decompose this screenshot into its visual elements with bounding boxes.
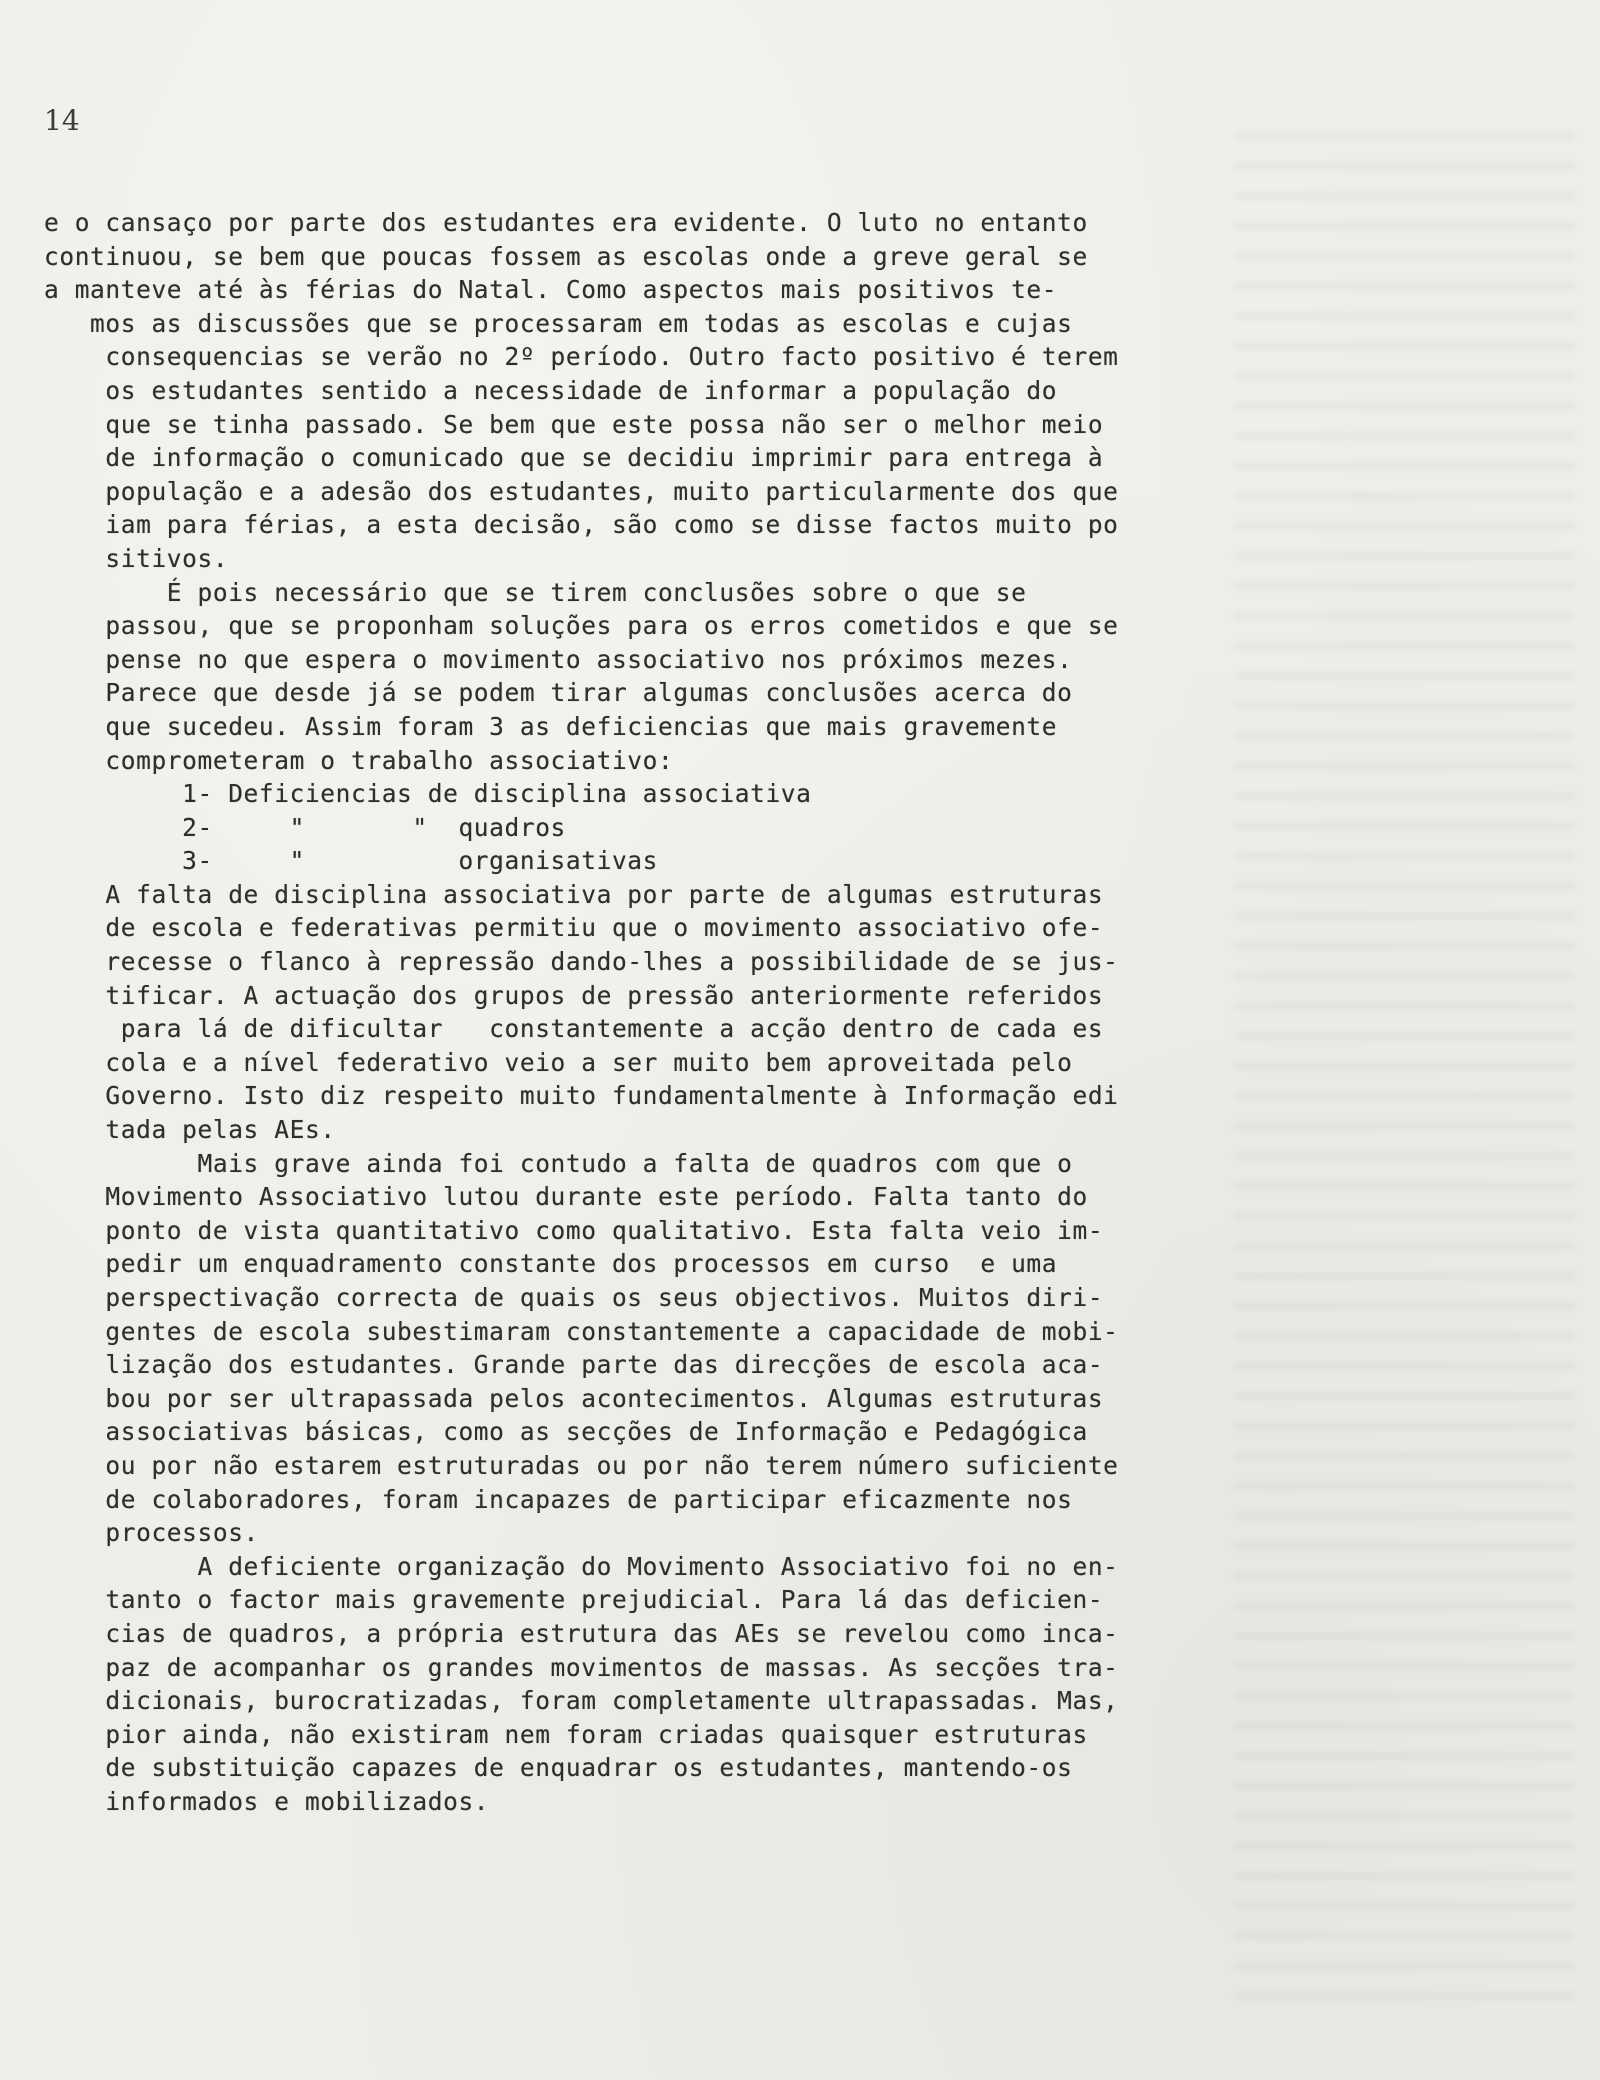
text-line: comprometeram o trabalho associativo:: [44, 745, 674, 775]
text-line: Governo. Isto diz respeito muito fundamentalmente à Informação edi: [44, 1081, 1119, 1111]
text-line: dicionais, burocratizadas, foram completamente ultrapassadas. Mas,: [44, 1686, 1119, 1716]
text-line: de colaboradores, foram incapazes de participar eficazmente nos: [44, 1484, 1073, 1514]
text-line: paz de acompanhar os grandes movimentos de massas. As secções tra-: [44, 1652, 1119, 1682]
text-line: de escola e federativas permitiu que o movimento associativo ofe-: [44, 913, 1104, 943]
text-line: É pois necessário que se tirem conclusões sobre o que se: [44, 577, 1027, 607]
text-line: tada pelas AEs.: [44, 1115, 336, 1145]
text-line: lização dos estudantes. Grande parte das direcções de escola aca-: [44, 1350, 1104, 1380]
text-line: Mais grave ainda foi contudo a falta de quadros com que o: [44, 1148, 1073, 1178]
text-line: continuou, se bem que poucas fossem as escolas onde a greve geral se: [44, 241, 1088, 271]
text-line: iam para férias, a esta decisão, são como se disse factos muito po: [44, 510, 1119, 540]
text-line: A falta de disciplina associativa por parte de algumas estruturas: [44, 879, 1104, 909]
text-line: mos as discussões que se processaram em todas as escolas e cujas: [44, 308, 1073, 338]
text-line: 2- " " quadros: [44, 812, 566, 842]
text-line: A deficiente organização do Movimento Associativo foi no en-: [44, 1551, 1119, 1581]
text-line: que sucedeu. Assim foram 3 as deficiencias que mais gravemente: [44, 711, 1058, 741]
text-line: 3- " organisativas: [44, 846, 659, 876]
text-line: bou por ser ultrapassada pelos acontecimentos. Algumas estruturas: [44, 1383, 1104, 1413]
text-line: tanto o factor mais gravemente prejudicial. Para lá das deficien-: [44, 1585, 1104, 1615]
text-line: população e a adesão dos estudantes, muito particularmente dos que: [44, 476, 1119, 506]
text-line: pense no que espera o movimento associativo nos próximos mezes.: [44, 644, 1073, 674]
text-line: de informação o comunicado que se decidiu imprimir para entrega à: [44, 443, 1104, 473]
text-line: a manteve até às férias do Natal. Como aspectos mais positivos te-: [44, 275, 1058, 305]
text-line: associativas básicas, como as secções de Informação e Pedagógica: [44, 1417, 1088, 1447]
page-number: 14: [44, 104, 80, 137]
text-line: 1- Deficiencias de disciplina associativa: [44, 779, 812, 809]
text-line: que se tinha passado. Se bem que este possa não ser o melhor meio: [44, 409, 1104, 439]
text-line: ponto de vista quantitativo como qualitativo. Esta falta veio im-: [44, 1215, 1104, 1245]
text-line: processos.: [44, 1518, 259, 1548]
text-line: pedir um enquadramento constante dos processos em curso e uma: [44, 1249, 1058, 1279]
text-line: sitivos.: [44, 543, 229, 573]
body-text: [44, 206, 1304, 1819]
text-line: gentes de escola subestimaram constantemente a capacidade de mobi-: [44, 1316, 1119, 1346]
text-line: Movimento Associativo lutou durante este período. Falta tanto do: [44, 1182, 1088, 1212]
text-line: ou por não estarem estruturadas ou por não terem número suficiente: [44, 1450, 1119, 1480]
text-line: informados e mobilizados.: [44, 1786, 490, 1816]
text-line: passou, que se proponham soluções para os erros cometidos e que se: [44, 611, 1119, 641]
text-line: e o cansaço por parte dos estudantes era evidente. O luto no entanto: [44, 208, 1088, 237]
text-line: para lá de dificultar constantemente a acção dentro de cada es: [44, 1014, 1104, 1044]
text-line: cias de quadros, a própria estrutura das AEs se revelou como inca-: [44, 1618, 1119, 1648]
text-line: recesse o flanco à repressão dando-lhes a possibilidade de se jus-: [44, 947, 1119, 977]
text-line: pior ainda, não existiram nem foram criadas quaisquer estruturas: [44, 1719, 1088, 1749]
text-line: consequencias se verão no 2º período. Outro facto positivo é terem: [44, 342, 1119, 372]
text-line: de substituição capazes de enquadrar os estudantes, mantendo-os: [44, 1753, 1073, 1783]
text-line: perspectivação correcta de quais os seus objectivos. Muitos diri-: [44, 1283, 1104, 1312]
text-line: cola e a nível federativo veio a ser muito bem aproveitada pelo: [44, 1047, 1073, 1077]
text-line: os estudantes sentido a necessidade de informar a população do: [44, 375, 1058, 405]
text-line: tificar. A actuação dos grupos de pressão anteriormente referidos: [44, 980, 1104, 1010]
text-line: Parece que desde já se podem tirar algumas conclusões acerca do: [44, 678, 1073, 708]
